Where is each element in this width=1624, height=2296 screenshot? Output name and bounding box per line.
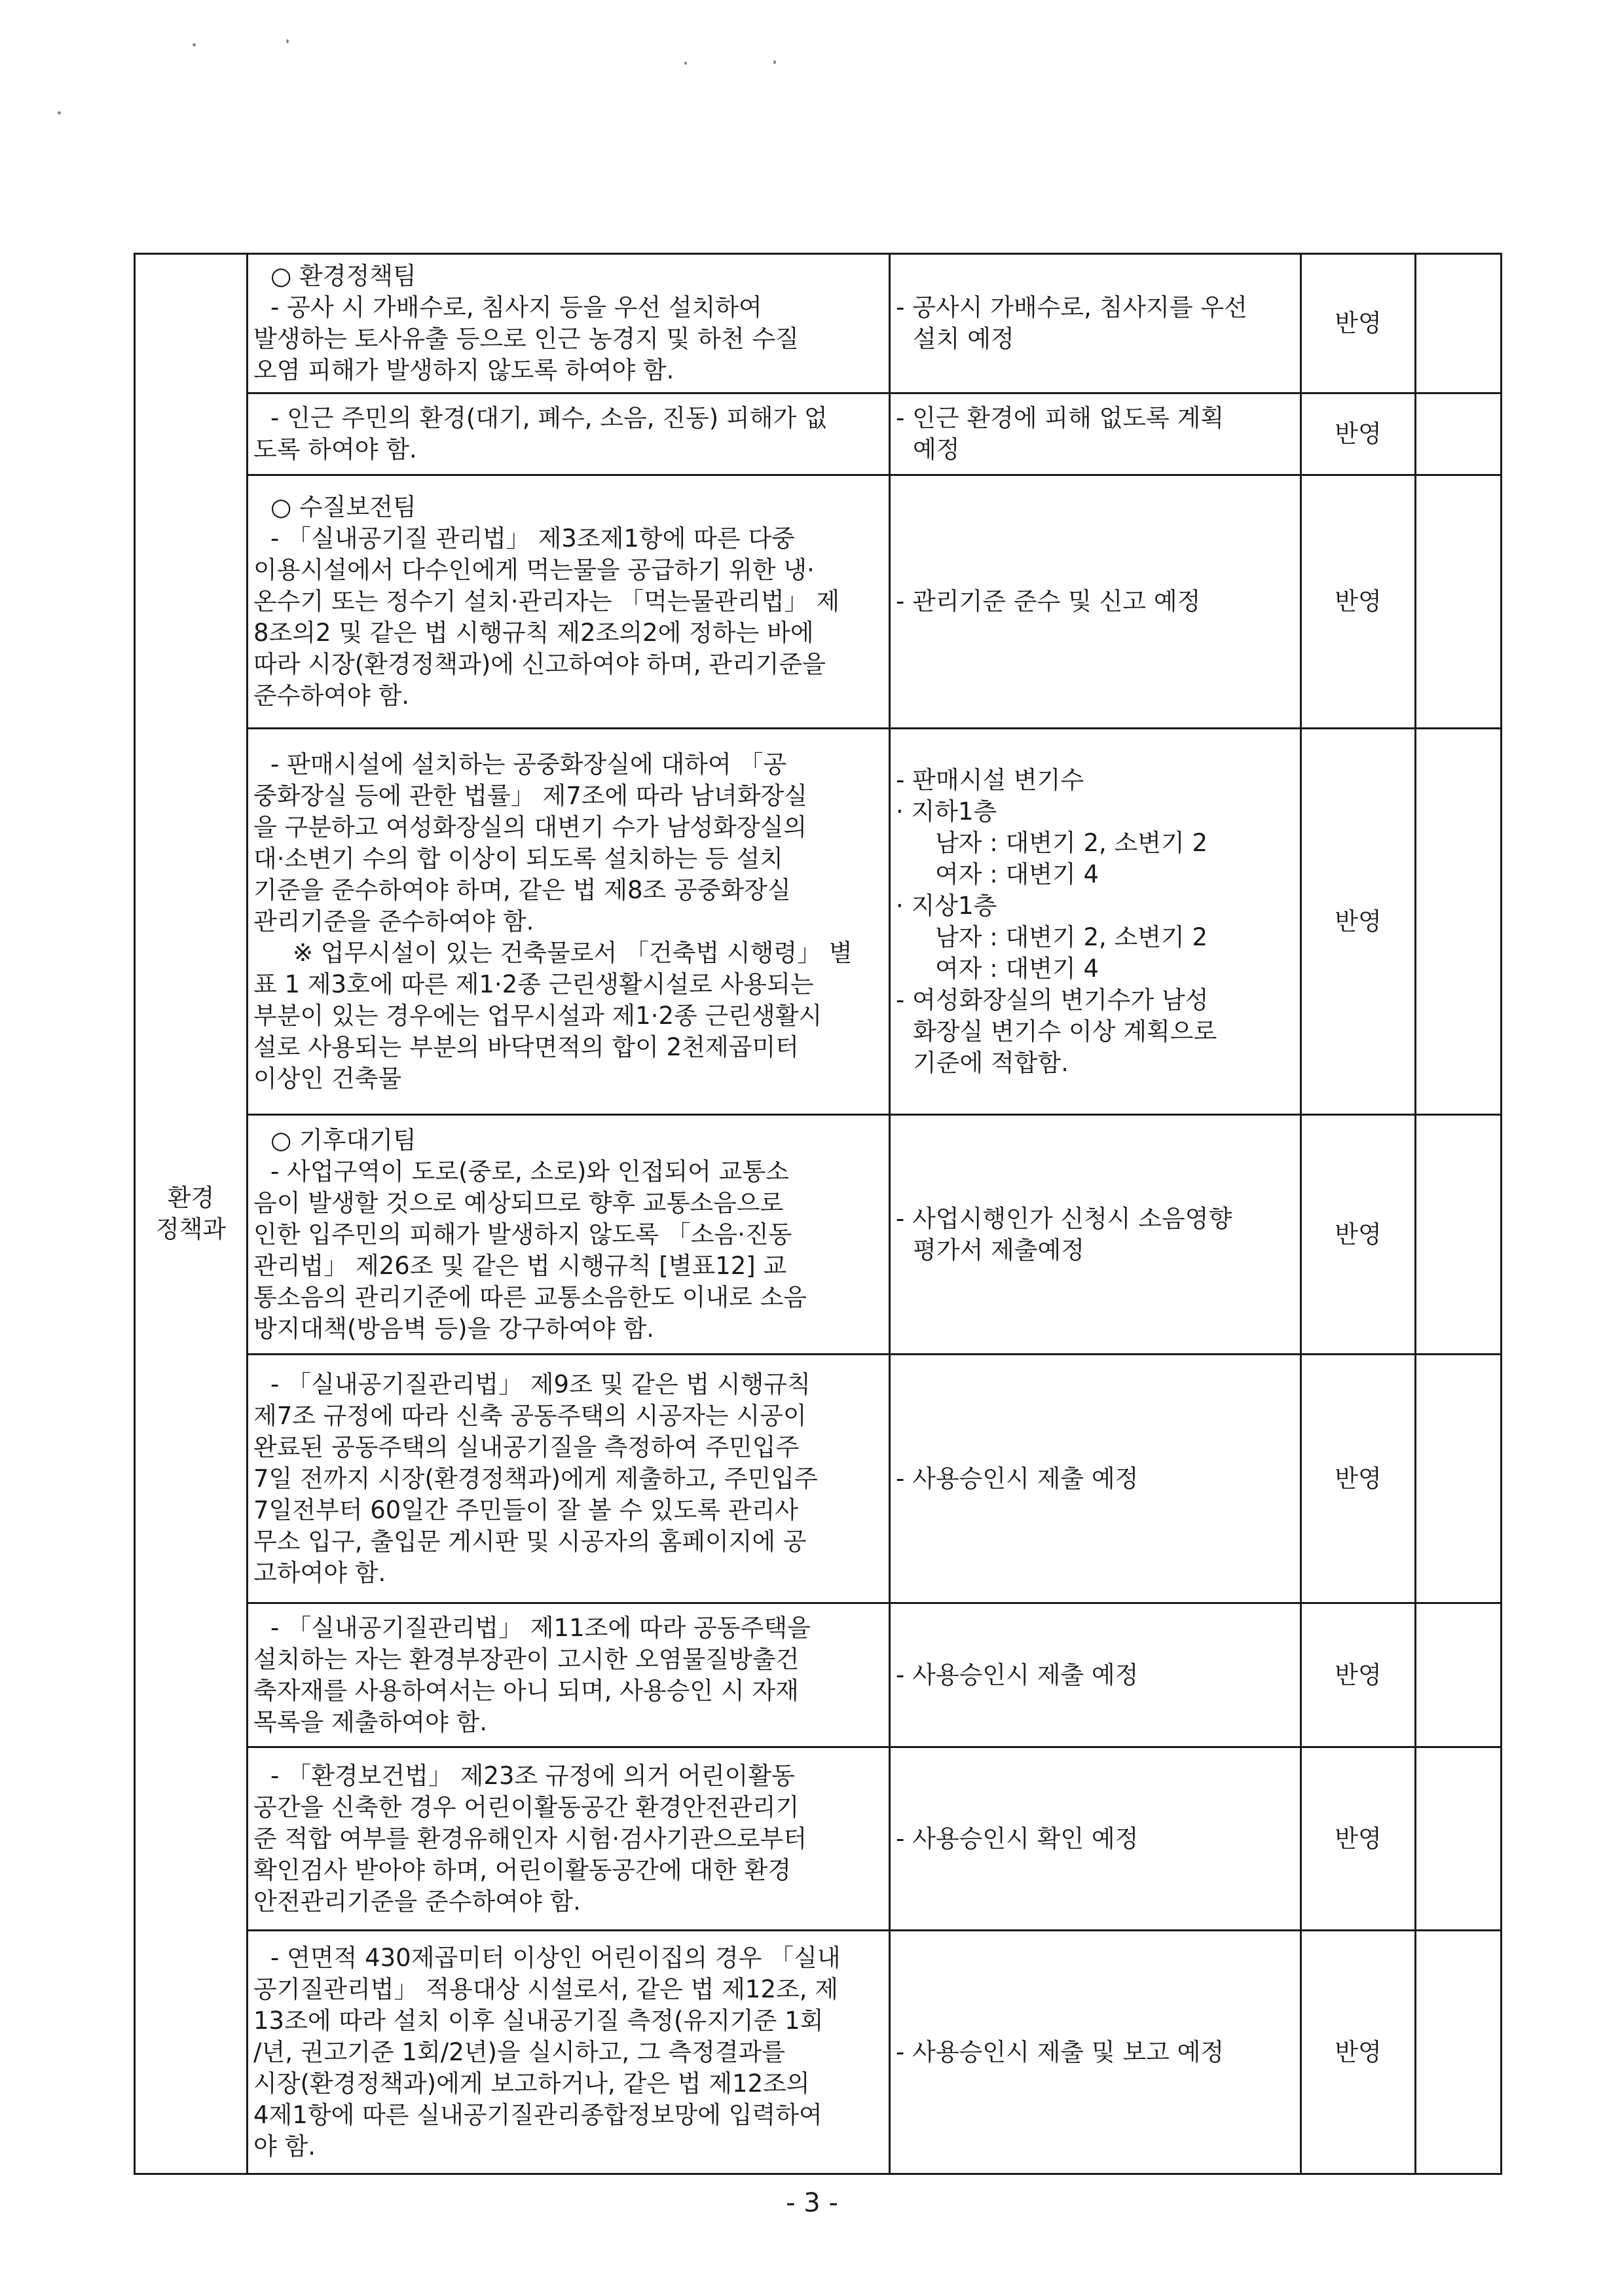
footnote-line: 표 1 제3호에 따른 제1·2종 근린생활시설로 사용되는 [253, 970, 814, 998]
plan-line: · 지상1층 [896, 891, 997, 920]
note-cell [1416, 254, 1502, 393]
opinion-line: 관리법」 제26조 및 같은 법 시행규칙 [별표12] 교 [253, 1251, 787, 1280]
footnote-line: 부분이 있는 경우에는 업무시설과 제1·2종 근린생활시 [253, 1001, 822, 1030]
plan-cell [890, 254, 1301, 393]
note-cell [1416, 1747, 1502, 1931]
plan-line: - 관리기준 준수 및 신고 예정 [896, 587, 1201, 615]
opinion-line: 준수하여야 함. [253, 682, 409, 710]
opinion-line: 도록 하여야 함. [253, 435, 417, 464]
opinion-line: 7일전부터 60일간 주민들이 잘 볼 수 있도록 관리사 [253, 1495, 799, 1524]
team-heading: ○ 환경정책팀 [270, 262, 416, 290]
opinion-cell [248, 254, 890, 393]
note-cell [1416, 393, 1502, 475]
plan-line: - 사업시행인가 신청시 소음영향 [896, 1204, 1232, 1233]
opinion-line: 무소 입구, 출입문 게시판 및 시공자의 홈페이지에 공 [253, 1527, 807, 1556]
opinion-cell [248, 1115, 890, 1355]
plan-cell [890, 1115, 1301, 1355]
scan-speck [684, 62, 687, 65]
opinion-line: 온수기 또는 정수기 설치·관리자는 「먹는물관리법」 제 [253, 587, 840, 615]
plan-line: - 사용승인시 확인 예정 [896, 1824, 1139, 1853]
opinion-line: 이용시설에서 다수인에게 먹는물을 공급하기 위한 냉· [253, 556, 815, 584]
opinion-line: 인한 입주민의 피해가 발생하지 않도록 「소음·진동 [253, 1220, 792, 1248]
plan-line: 여자 : 대변기 4 [935, 860, 1099, 888]
plan-cell [890, 1931, 1301, 2174]
opinion-line: 축자재를 사용하여서는 아니 되며, 사용승인 시 자재 [253, 1676, 799, 1705]
plan-line: 예정 [913, 435, 960, 464]
opinion-line: 중화장실 등에 관한 법률」 제7조에 따라 남녀화장실 [253, 781, 807, 810]
opinion-line: - 「실내공기질관리법」 제11조에 따라 공동주택을 [270, 1613, 811, 1642]
plan-line: 평가서 제출예정 [913, 1235, 1084, 1264]
table-row [135, 393, 1502, 475]
opinion-line: - 사업구역이 도로(중로, 소로)와 인접되어 교통소 [270, 1157, 789, 1186]
table-row [135, 1603, 1502, 1747]
opinion-line: 발생하는 토사유출 등으로 인근 농경지 및 하천 수질 [253, 325, 799, 353]
page-number: - 3 - [786, 2188, 838, 2218]
plan-line: - 사용승인시 제출 예정 [896, 1660, 1139, 1689]
opinion-line: 안전관리기준을 준수하여야 함. [253, 1887, 581, 1916]
opinion-line: 준 적합 여부를 환경유해인자 시험·검사기관으로부터 [253, 1824, 807, 1853]
opinion-line: 확인검사 받아야 하며, 어린이활동공간에 대한 환경 [253, 1855, 792, 1884]
opinion-line: - 공사 시 가배수로, 침사지 등을 우선 설치하여 [270, 293, 762, 321]
opinion-line: 4제1항에 따른 실내공기질관리종합정보망에 입력하여 [253, 2100, 822, 2129]
note-cell [1416, 1603, 1502, 1747]
opinion-cell [248, 1603, 890, 1747]
result-cell: 반영 [1301, 475, 1416, 729]
scan-speck [58, 111, 61, 115]
result-cell: 반영 [1301, 1355, 1416, 1603]
note-cell [1416, 729, 1502, 1115]
opinion-line: 을 구분하고 여성화장실의 대변기 수가 남성화장실의 [253, 812, 807, 841]
opinion-line: 시장(환경정책과)에게 보고하거나, 같은 법 제12조의 [253, 2069, 810, 2098]
team-heading: ○ 수질보전팀 [270, 493, 416, 521]
plan-line: 남자 : 대변기 2, 소변기 2 [935, 922, 1208, 951]
plan-cell [890, 1603, 1301, 1747]
result-cell: 반영 [1301, 1115, 1416, 1355]
opinion-cell [248, 729, 890, 1115]
plan-line: 화장실 변기수 이상 계획으로 [913, 1017, 1217, 1046]
opinion-line: 오염 피해가 발생하지 않도록 하여야 함. [253, 356, 674, 384]
opinion-line: 공기질관리법」 적용대상 시설로서, 같은 법 제12조, 제 [253, 1975, 839, 2003]
table-row [135, 254, 1502, 393]
plan-cell [890, 1747, 1301, 1931]
plan-cell [890, 475, 1301, 729]
plan-line: 남자 : 대변기 2, 소변기 2 [935, 828, 1208, 857]
opinion-line: - 연면적 430제곱미터 이상인 어린이집의 경우 「실내 [270, 1943, 841, 1972]
table-row [135, 1115, 1502, 1355]
table-row [135, 1931, 1502, 2174]
plan-line: 설치 예정 [913, 325, 1014, 353]
plan-cell [890, 393, 1301, 475]
review-table [134, 253, 1502, 2175]
opinion-line: 제7조 규정에 따라 신축 공동주택의 시공자는 시공이 [253, 1401, 807, 1430]
opinion-line: 8조의2 및 같은 법 시행규칙 제2조의2에 정하는 바에 [253, 619, 814, 647]
plan-line: - 인근 환경에 피해 없도록 계획 [896, 404, 1225, 432]
department-cell [135, 254, 248, 2174]
opinion-line: 설치하는 자는 환경부장관이 고시한 오염물질방출건 [253, 1645, 800, 1673]
department-line: 환경 [167, 1184, 215, 1212]
opinion-line: 목록을 제출하여야 함. [253, 1707, 487, 1736]
opinion-line: 7일 전까지 시장(환경정책과)에게 제출하고, 주민입주 [253, 1464, 818, 1493]
table-row [135, 475, 1502, 729]
opinion-line: 고하여야 함. [253, 1558, 386, 1587]
opinion-line: 완료된 공동주택의 실내공기질을 측정하여 주민입주 [253, 1432, 800, 1461]
note-cell [1416, 1355, 1502, 1603]
result-cell: 반영 [1301, 729, 1416, 1115]
opinion-line: - 「환경보건법」 제23조 규정에 의거 어린이활동 [270, 1761, 795, 1790]
opinion-line: - 인근 주민의 환경(대기, 폐수, 소음, 진동) 피해가 없 [270, 404, 828, 432]
note-cell [1416, 475, 1502, 729]
plan-line: 여자 : 대변기 4 [935, 954, 1099, 983]
plan-line: - 여성화장실의 변기수가 남성 [896, 985, 1209, 1014]
opinion-cell [248, 1747, 890, 1931]
note-cell [1416, 1115, 1502, 1355]
opinion-line: 야 함. [253, 2132, 316, 2160]
footnote-line: ※ 업무시설이 있는 건축물로서 「건축법 시행령」 별 [293, 938, 853, 967]
opinion-line: 13조에 따라 설치 이후 실내공기질 측정(유지기준 1회 [253, 2006, 824, 2035]
opinion-line: 공간을 신축한 경우 어린이활동공간 환경안전관리기 [253, 1793, 800, 1821]
plan-line: · 지하1층 [896, 797, 997, 826]
review-table-body [135, 254, 1502, 2174]
scan-speck [286, 39, 289, 43]
opinion-line: 음이 발생할 것으로 예상되므로 향후 교통소음으로 [253, 1188, 784, 1217]
footnote-line: 설로 사용되는 부분의 바닥면적의 합이 2천제곱미터 [253, 1032, 799, 1061]
result-cell: 반영 [1301, 393, 1416, 475]
plan-line: - 판매시설 변기수 [896, 765, 1084, 794]
table-row [135, 729, 1502, 1115]
result-cell: 반영 [1301, 1747, 1416, 1931]
result-cell: 반영 [1301, 254, 1416, 393]
opinion-cell [248, 393, 890, 475]
plan-cell [890, 1355, 1301, 1603]
plan-line: 기준에 적합함. [913, 1048, 1069, 1077]
opinion-line: 통소음의 관리기준에 따른 교통소음한도 이내로 소음 [253, 1283, 807, 1311]
opinion-line: - 「실내공기질관리법」 제9조 및 같은 법 시행규칙 [270, 1370, 811, 1398]
opinion-line: /년, 권고기준 1회/2년)을 실시하고, 그 측정결과를 [253, 2037, 786, 2066]
opinion-line: 방지대책(방음벽 등)을 강구하여야 함. [253, 1314, 655, 1343]
opinion-cell [248, 475, 890, 729]
scan-speck [193, 43, 196, 46]
opinion-line: 대·소변기 수의 합 이상이 되도록 설치하는 등 설치 [253, 844, 783, 873]
opinion-line: - 판매시설에 설치하는 공중화장실에 대하여 「공 [270, 750, 787, 778]
table-row [135, 1355, 1502, 1603]
plan-line: - 사용승인시 제출 및 보고 예정 [896, 2037, 1225, 2066]
result-cell: 반영 [1301, 1931, 1416, 2174]
team-heading: ○ 기후대기팀 [270, 1125, 416, 1154]
plan-line: - 공사시 가배수로, 침사지를 우선 [896, 293, 1247, 321]
opinion-line: - 「실내공기질 관리법」 제3조제1항에 따른 다중 [270, 524, 795, 553]
table-row [135, 1747, 1502, 1931]
opinion-cell [248, 1931, 890, 2174]
opinion-line: 관리기준을 준수하여야 함. [253, 907, 534, 936]
plan-line: - 사용승인시 제출 예정 [896, 1464, 1139, 1493]
plan-cell [890, 729, 1301, 1115]
opinion-line: 따라 시장(환경정책과)에 신고하여야 하며, 관리기준을 [253, 650, 826, 678]
note-cell [1416, 1931, 1502, 2174]
department-line: 정책과 [155, 1215, 227, 1243]
opinion-cell [248, 1355, 890, 1603]
result-cell: 반영 [1301, 1603, 1416, 1747]
opinion-line: 기준을 준수하여야 하며, 같은 법 제8조 공중화장실 [253, 875, 791, 904]
footnote-line: 이상인 건축물 [253, 1064, 402, 1093]
scan-speck [773, 60, 776, 64]
